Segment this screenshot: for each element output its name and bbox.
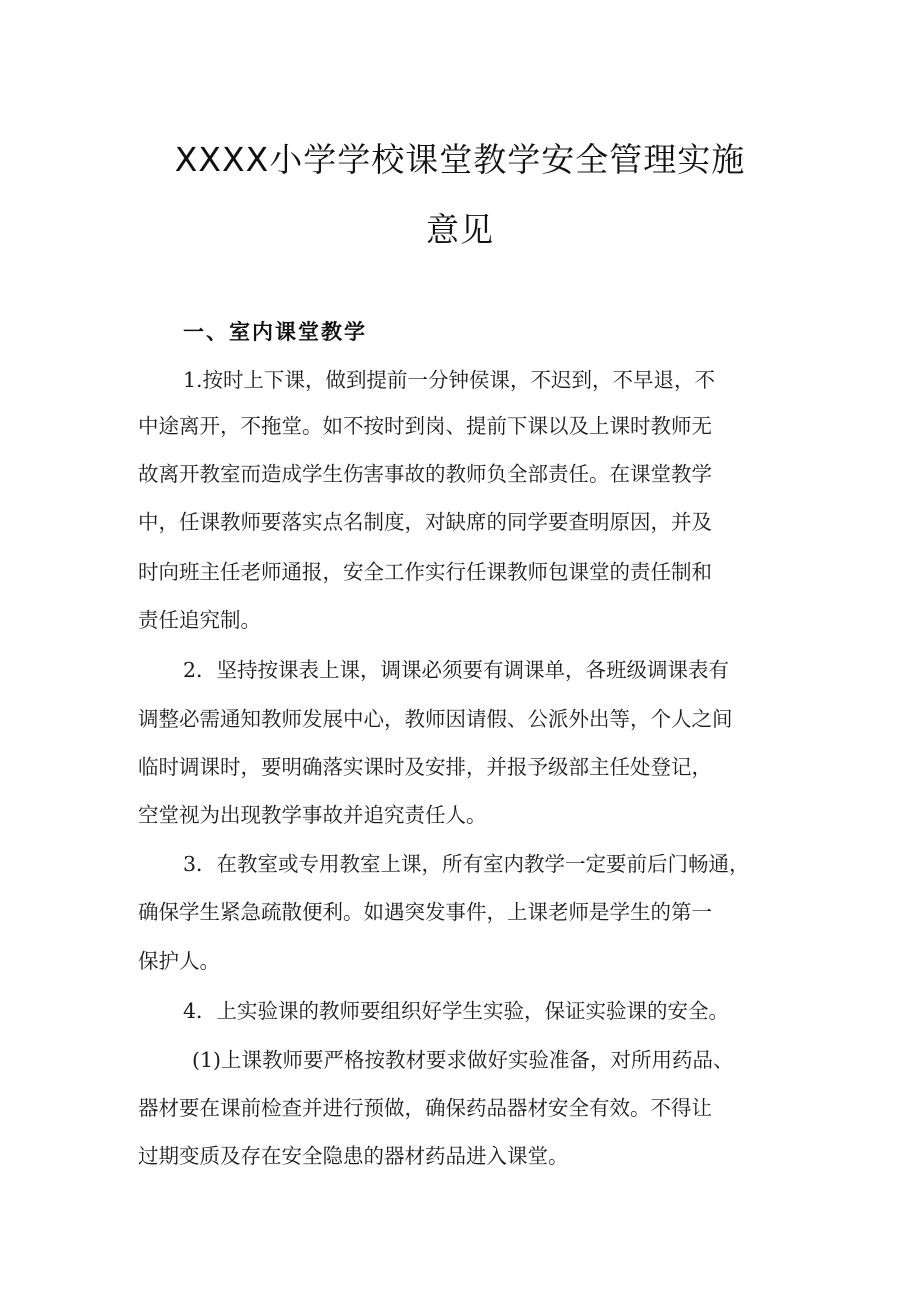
paragraph-3-line-3: 保护人。 (138, 949, 220, 973)
paragraph-3-line-2: 确保学生紧急疏散便利。如遇突发事件，上课老师是学生的第一 (138, 900, 712, 924)
paragraph-2-line-4: 空堂视为出现教学事故并追究责任人。 (138, 803, 487, 827)
paragraph-1-line-3: 故离开教室而造成学生伤害事故的教师负全部责任。在课堂教学 (138, 462, 712, 486)
document-title-line-1: XXXX小学学校课堂教学安全管理实施 (174, 140, 746, 179)
paragraph-3-line-1: 3．在教室或专用教室上课，所有室内教学一定要前后门畅通， (183, 852, 750, 876)
paragraph-1-line-5: 时向班主任老师通报，安全工作实行任课教师包课堂的责任制和 (138, 560, 712, 584)
paragraph-1-line-1: 1.按时上下课，做到提前一分钟侯课，不迟到，不早退，不 (183, 368, 716, 392)
paragraph-5-line-3: 过期变质及存在安全隐患的器材药品进入课堂。 (138, 1144, 569, 1168)
paragraph-4-line-1: 4．上实验课的教师要组织好学生实验，保证实验课的安全。 (183, 999, 730, 1023)
paragraph-2-line-3: 临时调课时，要明确落实课时及安排，并报予级部主任处登记， (138, 755, 712, 779)
paragraph-5-line-2: 器材要在课前检查并进行预做，确保药品器材安全有效。不得让 (138, 1096, 712, 1120)
paragraph-1-line-6: 责任追究制。 (138, 608, 261, 632)
paragraph-1-line-4: 中，任课教师要落实点名制度，对缺席的同学要查明原因，并及 (138, 510, 712, 534)
paragraph-2-line-2: 调整必需通知教师发展中心，教师因请假、公派外出等，个人之间 (138, 707, 733, 731)
section-heading: 一、室内课堂教学 (183, 320, 367, 344)
paragraph-1-line-2: 中途离开，不拖堂。如不按时到岗、提前下课以及上课时教师无 (138, 414, 712, 438)
paragraph-2-line-1: 2．坚持按课表上课，调课必须要有调课单，各班级调课表有 (183, 658, 730, 682)
document-title-line-2: 意见 (426, 210, 494, 249)
paragraph-5-line-1: (1)上课教师要严格按教材要求做好实验准备，对所用药品、 (192, 1048, 734, 1072)
